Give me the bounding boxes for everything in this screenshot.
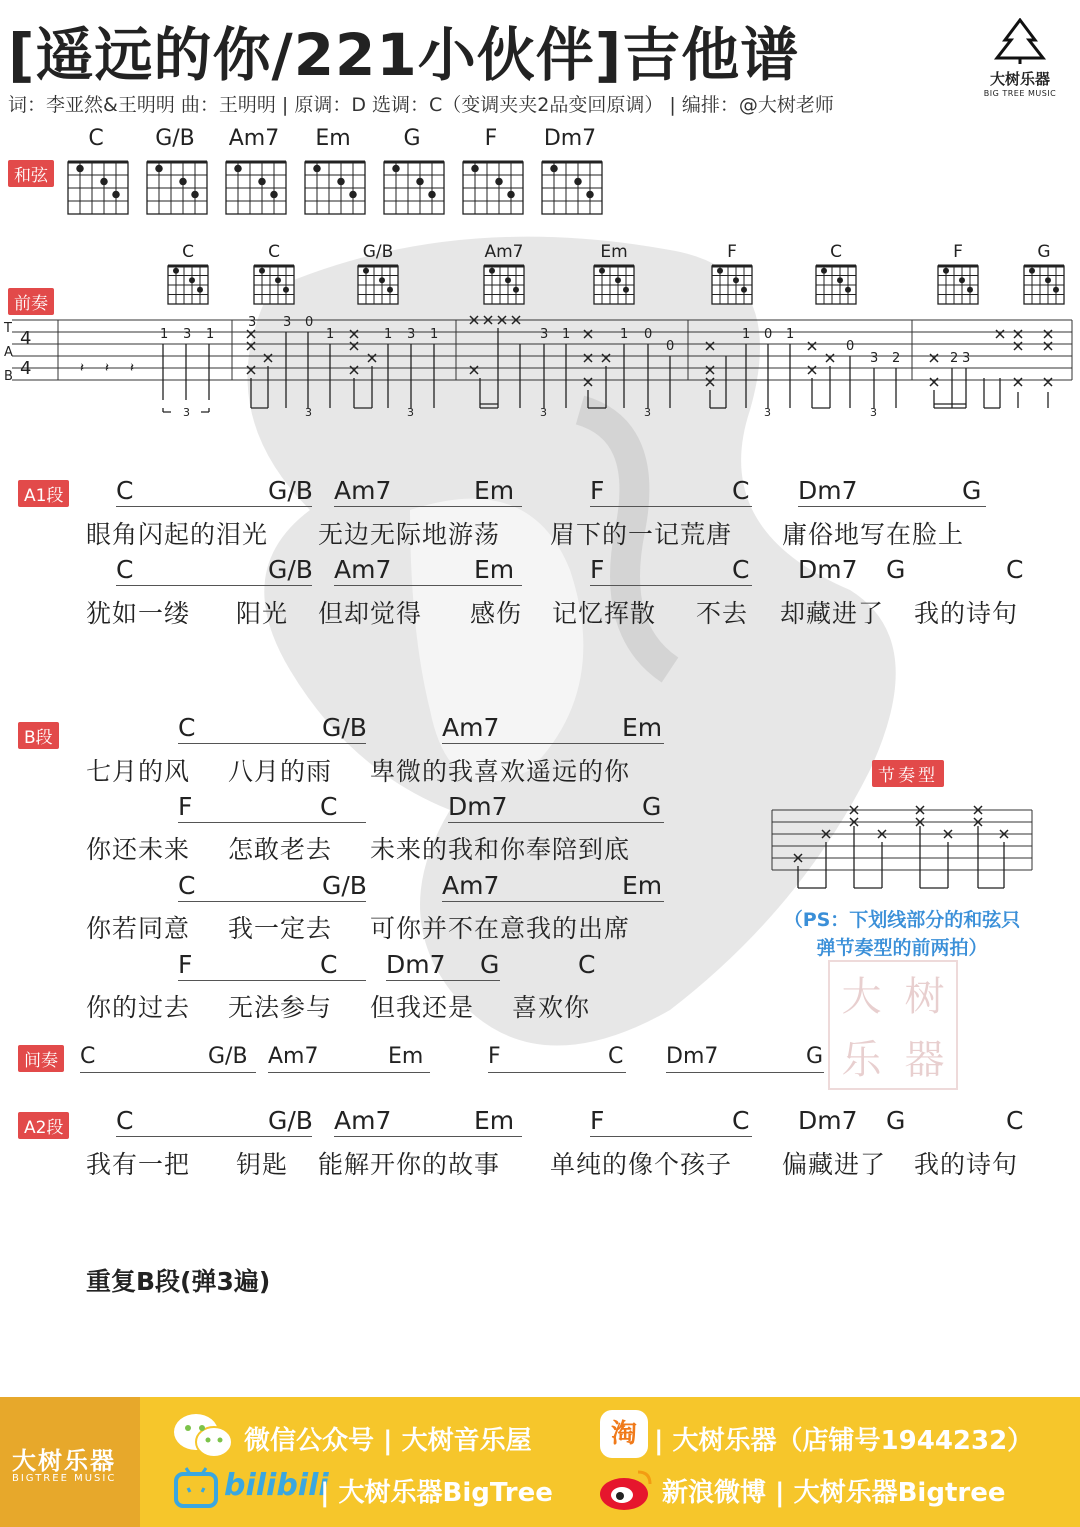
chord-name: F bbox=[484, 126, 498, 151]
lyric-text: 我一定去 bbox=[228, 914, 333, 943]
chord-label: Am7 bbox=[334, 476, 392, 505]
lyric-text: 感伤 bbox=[470, 599, 523, 628]
svg-text:1: 1 bbox=[384, 327, 393, 342]
chord-label: C bbox=[116, 555, 134, 584]
intro-chord-diagram bbox=[1016, 260, 1072, 308]
lyric-text: 偏藏进了 bbox=[782, 1150, 887, 1179]
chord-underline bbox=[448, 822, 664, 823]
chord-label: Am7 bbox=[334, 555, 392, 584]
chord-label: C bbox=[116, 1106, 134, 1135]
lyric-text: 怎敢老去 bbox=[228, 835, 333, 864]
lyric-text: 阳光 bbox=[236, 599, 289, 628]
svg-text:3: 3 bbox=[764, 406, 771, 419]
chord-diagram bbox=[60, 156, 136, 218]
intro-chord-name: G bbox=[1037, 242, 1051, 262]
lyric-text: 卑微的我喜欢遥远的你 bbox=[370, 757, 631, 786]
chord-label: C bbox=[1006, 1106, 1024, 1135]
lyric-text: 但我还是 bbox=[370, 993, 475, 1022]
svg-text:3: 3 bbox=[962, 351, 971, 366]
footer-logo: 大树乐器 bbox=[12, 1447, 116, 1475]
chord-label: C bbox=[178, 871, 196, 900]
chord-underline bbox=[334, 585, 522, 586]
stamp-char: 器 bbox=[904, 1037, 945, 1083]
chord-name: G bbox=[403, 126, 421, 151]
intro-chord-diagram bbox=[350, 260, 406, 308]
chord-label: G/B bbox=[268, 1106, 313, 1135]
intro-chord-name: C bbox=[830, 242, 842, 262]
chord-label: G bbox=[886, 555, 906, 584]
chord-underline bbox=[798, 506, 986, 507]
intro-chord-diagram bbox=[930, 260, 986, 308]
brand-logo bbox=[972, 18, 1068, 98]
chords-label: 和弦 bbox=[8, 160, 54, 187]
page-title: [遥远的你/221小伙伴]吉他谱 bbox=[8, 21, 800, 89]
chord-label: C bbox=[732, 1106, 750, 1135]
svg-text:𝄽: 𝄽 bbox=[80, 361, 84, 376]
chord-label: G bbox=[962, 476, 982, 505]
interlude-chord: Em bbox=[388, 1044, 424, 1069]
intro-chord-name: C bbox=[182, 242, 194, 262]
lyric-text: 喜欢你 bbox=[512, 993, 591, 1022]
svg-text:3: 3 bbox=[644, 406, 651, 419]
chord-underline bbox=[178, 901, 366, 902]
chord-label: G bbox=[886, 1106, 906, 1135]
svg-text:3: 3 bbox=[870, 406, 877, 419]
footer-wechat[interactable]: 微信公众号 | 大树音乐屋 bbox=[244, 1426, 532, 1456]
chord-diagram bbox=[534, 156, 610, 218]
chord-name: Am7 bbox=[228, 126, 280, 151]
svg-text:3: 3 bbox=[305, 406, 312, 419]
rhythm-note: （PS：下划线部分的和弦只弹节奏型的前两拍） bbox=[783, 909, 1021, 959]
svg-text:3: 3 bbox=[183, 327, 192, 342]
chord-label: Am7 bbox=[334, 1106, 392, 1135]
chord-name: Dm7 bbox=[543, 126, 597, 151]
svg-text:1: 1 bbox=[786, 327, 795, 342]
stamp-seal bbox=[828, 960, 958, 1090]
stamp-char: 树 bbox=[904, 974, 945, 1020]
lyric-text: 我有一把 bbox=[86, 1150, 191, 1179]
svg-text:2: 2 bbox=[950, 351, 959, 366]
intro-chord-name: F bbox=[953, 242, 963, 262]
lyric-text: 却藏进了 bbox=[780, 599, 885, 628]
chord-label: Dm7 bbox=[448, 792, 508, 821]
chord-underline bbox=[590, 585, 752, 586]
rhythm-label: 节奏型 bbox=[872, 760, 944, 787]
svg-text:0: 0 bbox=[305, 315, 314, 330]
svg-text:2: 2 bbox=[892, 351, 901, 366]
chord-underline bbox=[488, 1072, 626, 1073]
tab-letter-a: A bbox=[4, 345, 13, 360]
svg-text:3: 3 bbox=[407, 327, 416, 342]
chord-underline bbox=[334, 1136, 522, 1137]
chord-underline bbox=[80, 1072, 256, 1073]
tab-letter-b: B bbox=[4, 369, 13, 384]
chord-label: F bbox=[590, 1106, 605, 1135]
chord-label: C bbox=[116, 476, 134, 505]
section-label: A2段 bbox=[18, 1112, 69, 1139]
svg-text:3: 3 bbox=[870, 351, 879, 366]
chord-label: F bbox=[590, 555, 605, 584]
chord-label: Am7 bbox=[442, 871, 500, 900]
lyric-text: 庸俗地写在脸上 bbox=[782, 520, 965, 549]
svg-text:0: 0 bbox=[846, 339, 855, 354]
chord-label: Dm7 bbox=[386, 950, 446, 979]
lyric-text: 记忆挥散 bbox=[552, 599, 657, 628]
svg-text:0: 0 bbox=[666, 339, 675, 354]
chord-name: Em bbox=[315, 126, 351, 151]
chord-diagram bbox=[139, 156, 215, 218]
svg-text:0: 0 bbox=[644, 327, 653, 342]
lyric-text: 犹如一缕 bbox=[86, 599, 191, 628]
chord-label: G/B bbox=[268, 555, 313, 584]
chord-label: Am7 bbox=[442, 713, 500, 742]
chord-underline bbox=[116, 1136, 312, 1137]
lyric-text: 但却觉得 bbox=[318, 599, 423, 628]
lyric-text: 你还未来 bbox=[86, 835, 191, 864]
intro-chord-name: Em bbox=[600, 242, 628, 262]
wechat-icon bbox=[172, 1412, 234, 1460]
intro-chord-name: F bbox=[727, 242, 737, 262]
chord-diagram bbox=[455, 156, 531, 218]
chord-diagram bbox=[376, 156, 452, 218]
svg-text:1: 1 bbox=[562, 327, 571, 342]
svg-text:3: 3 bbox=[283, 315, 292, 330]
intro-tab-staff bbox=[0, 312, 1080, 422]
bilibili-tv-icon bbox=[172, 1466, 220, 1510]
svg-text:3: 3 bbox=[407, 406, 414, 419]
chord-underline bbox=[268, 1072, 430, 1073]
chord-label: C bbox=[320, 950, 338, 979]
chord-name: C bbox=[88, 126, 104, 151]
chord-label: C bbox=[1006, 555, 1024, 584]
chord-diagram bbox=[297, 156, 373, 218]
chord-underline bbox=[386, 980, 500, 981]
lyric-text: 单纯的像个孩子 bbox=[550, 1150, 733, 1179]
svg-text:1: 1 bbox=[430, 327, 439, 342]
svg-text:3: 3 bbox=[183, 406, 190, 419]
svg-text:1: 1 bbox=[742, 327, 751, 342]
chord-label: C bbox=[732, 476, 750, 505]
svg-text:3: 3 bbox=[540, 327, 549, 342]
chord-underline bbox=[178, 822, 366, 823]
svg-text:1: 1 bbox=[620, 327, 629, 342]
svg-text:1: 1 bbox=[326, 327, 335, 342]
lyric-text: 八月的雨 bbox=[228, 757, 333, 786]
interlude-chord: G/B bbox=[208, 1044, 248, 1069]
interlude-chord: Dm7 bbox=[666, 1044, 719, 1069]
brand-name: 大树乐器 bbox=[989, 70, 1050, 88]
lyric-text: 能解开你的故事 bbox=[318, 1150, 501, 1179]
svg-text:3: 3 bbox=[248, 315, 257, 330]
svg-text:𝄽: 𝄽 bbox=[105, 361, 109, 376]
section-label: A1段 bbox=[18, 480, 69, 507]
chord-label: F bbox=[590, 476, 605, 505]
weibo-icon bbox=[598, 1464, 654, 1512]
lyric-text: 七月的风 bbox=[86, 757, 191, 786]
intro-chord-name: G/B bbox=[362, 242, 394, 262]
section-label: 间奏 bbox=[18, 1045, 64, 1072]
interlude-chord: C bbox=[608, 1044, 624, 1069]
chord-underline bbox=[334, 506, 522, 507]
footer-weibo[interactable]: 新浪微博 | 大树乐器Bigtree bbox=[662, 1478, 1006, 1508]
svg-text:1: 1 bbox=[160, 327, 169, 342]
chord-label: G/B bbox=[322, 713, 367, 742]
interlude-chord: F bbox=[488, 1044, 501, 1069]
chord-label: Dm7 bbox=[798, 555, 858, 584]
interlude-chord: C bbox=[80, 1044, 96, 1069]
chord-diagrams-row bbox=[60, 126, 620, 221]
tree-logo-icon bbox=[985, 18, 1055, 64]
chord-underline bbox=[178, 743, 366, 744]
intro-chord-name: Am7 bbox=[484, 242, 524, 262]
intro-chord-diagram bbox=[704, 260, 760, 308]
intro-chord-diagram bbox=[586, 260, 642, 308]
lyric-text: 我的诗句 bbox=[914, 1150, 1019, 1179]
chord-label: Dm7 bbox=[798, 1106, 858, 1135]
chord-label: Em bbox=[474, 555, 515, 584]
repeat-instruction: 重复B段(弹3遍) bbox=[86, 1267, 271, 1296]
rhythm-pattern-staff bbox=[770, 800, 1036, 895]
footer-logo-sub: BIGTREE MUSIC bbox=[12, 1473, 117, 1484]
intro-label: 前奏 bbox=[8, 288, 54, 315]
intro-chord-diagram bbox=[246, 260, 302, 308]
chord-label: Em bbox=[474, 476, 515, 505]
stamp-char: 大 bbox=[841, 974, 882, 1020]
chord-underline bbox=[116, 585, 312, 586]
footer-taobao[interactable]: | 大树乐器（店铺号1944232） bbox=[654, 1426, 1034, 1456]
chord-label: C bbox=[178, 713, 196, 742]
lyric-text: 我的诗句 bbox=[914, 599, 1019, 628]
chord-label: F bbox=[178, 792, 193, 821]
footer-logo-block bbox=[0, 1397, 140, 1527]
chord-label: G/B bbox=[322, 871, 367, 900]
chord-underline bbox=[590, 1136, 752, 1137]
chord-underline bbox=[116, 506, 312, 507]
interlude-chord: Am7 bbox=[268, 1044, 319, 1069]
lyric-text: 钥匙 bbox=[236, 1150, 289, 1179]
intro-chord-diagrams bbox=[140, 242, 1080, 312]
intro-chord-diagram bbox=[476, 260, 532, 308]
chord-underline bbox=[666, 1072, 824, 1073]
interlude-chord: G bbox=[806, 1044, 824, 1069]
time-sig-bottom: 4 bbox=[20, 358, 32, 379]
chord-name: G/B bbox=[155, 126, 195, 151]
intro-chord-name: C bbox=[268, 242, 280, 262]
chord-label: C bbox=[732, 555, 750, 584]
lyric-text: 可你并不在意我的出席 bbox=[370, 914, 631, 943]
chord-underline bbox=[590, 506, 752, 507]
brand-sub: BIG TREE MUSIC bbox=[983, 89, 1057, 98]
lyric-text: 无边无际地游荡 bbox=[318, 520, 501, 549]
section-label: B段 bbox=[18, 722, 59, 749]
taobao-icon: 淘 bbox=[600, 1410, 648, 1458]
intro-chord-diagram bbox=[808, 260, 864, 308]
chord-underline bbox=[178, 980, 366, 981]
time-sig-top: 4 bbox=[20, 328, 32, 349]
chord-label: G/B bbox=[268, 476, 313, 505]
chord-label: Em bbox=[474, 1106, 515, 1135]
lyric-text: 不去 bbox=[696, 599, 749, 628]
lyric-text: 眼角闪起的泪光 bbox=[86, 520, 269, 549]
lyric-text: 未来的我和你奉陪到底 bbox=[370, 835, 631, 864]
svg-text:1: 1 bbox=[206, 327, 215, 342]
chord-label: Em bbox=[622, 871, 663, 900]
chord-label: C bbox=[320, 792, 338, 821]
credits-line: 词：李亚然&王明明 曲：王明明 | 原调：D 选调：C（变调夹夹2品变回原调） | 编排：@大树老师 bbox=[8, 94, 834, 116]
lyric-text: 眉下的一记荒唐 bbox=[550, 520, 733, 549]
chord-label: Em bbox=[622, 713, 663, 742]
chord-label: G bbox=[480, 950, 500, 979]
chord-underline bbox=[442, 743, 664, 744]
chord-label: G bbox=[642, 792, 662, 821]
stamp-char: 乐 bbox=[841, 1037, 882, 1083]
svg-text:0: 0 bbox=[764, 327, 773, 342]
chord-diagram bbox=[218, 156, 294, 218]
lyric-text: 无法参与 bbox=[228, 993, 333, 1022]
svg-text:3: 3 bbox=[540, 406, 547, 419]
chord-label: F bbox=[178, 950, 193, 979]
tab-letter-t: T bbox=[4, 321, 12, 336]
chord-label: Dm7 bbox=[798, 476, 858, 505]
lyric-text: 你的过去 bbox=[86, 993, 191, 1022]
footer-bilibili[interactable]: | 大树乐器BigTree bbox=[320, 1478, 553, 1508]
svg-text:𝄽: 𝄽 bbox=[130, 361, 134, 376]
chord-label: C bbox=[578, 950, 596, 979]
chord-underline bbox=[442, 901, 664, 902]
bilibili-logo: bilibili bbox=[224, 1468, 329, 1503]
intro-chord-diagram bbox=[160, 260, 216, 308]
lyric-text: 你若同意 bbox=[86, 914, 191, 943]
